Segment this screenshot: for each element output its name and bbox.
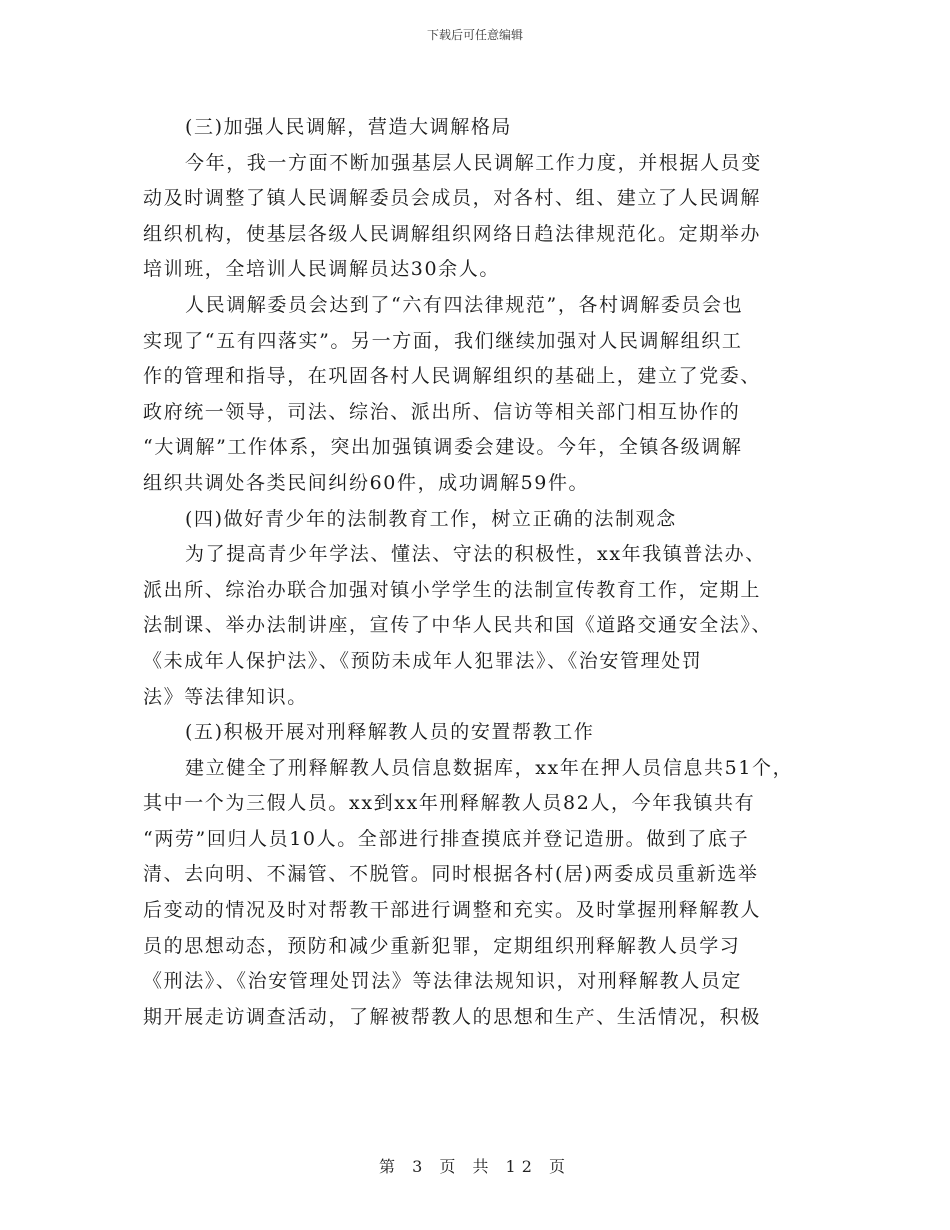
paragraph-line: 人民调解委员会达到了“六有四法律规范”，各村调解委员会也 [185, 293, 744, 316]
paragraph-line: 派出所、综治办联合加强对镇小学学生的法制宣传教育工作，定期上 [143, 578, 762, 601]
paragraph-line: 政府统一领导，司法、综治、派出所、信访等相关部门相互协作的 [143, 400, 741, 423]
paragraph-line: 作的管理和指导，在巩固各村人民调解组织的基础上，建立了党委、 [143, 365, 762, 388]
page-number-footer: 第 3 页 共 12 页 [379, 1157, 571, 1176]
paragraph-line: 期开展走访调查活动，了解被帮教人的思想和生产、生活情况，积极 [143, 1005, 762, 1028]
paragraph-line: 动及时调整了镇人民调解委员会成员，对各村、组、建立了人民调解 [143, 187, 762, 210]
paragraph-line: 后变动的情况及时对帮教干部进行调整和充实。及时掌握刑释解教人 [143, 899, 762, 922]
page-header: 下载后可任意编辑 [426, 28, 523, 42]
paragraph-line: 《刑法》、《治安管理处罚法》等法律法规知识，对刑释解教人员定 [143, 970, 743, 993]
paragraph-line: “大调解”工作体系，突出加强镇调委会建设。今年，全镇各级调解 [143, 436, 743, 459]
paragraph-line: 法制课、举办法制讲座，宣传了中华人民共和国《道路交通安全法》、 [143, 614, 773, 637]
section-heading-resettlement: (五)积极开展对刑释解教人员的安置帮教工作 [185, 721, 595, 744]
paragraph-line: 为了提高青少年学法、懂法、守法的积极性，xx年我镇普法办、 [185, 543, 766, 566]
paragraph-line: “两劳”回归人员10人。全部进行排查摸底并登记造册。做到了底子 [143, 827, 750, 850]
paragraph-line: 今年，我一方面不断加强基层人民调解工作力度，并根据人员变 [185, 151, 762, 174]
paragraph-line: 法》等法律知识。 [143, 685, 308, 708]
section-heading-youth-education: (四)做好青少年的法制教育工作，树立正确的法制观念 [185, 507, 677, 530]
paragraph-line: 《未成年人保护法》、《预防未成年人犯罪法》、《治安管理处罚 [143, 649, 703, 672]
paragraph-line: 清、去向明、不漏管、不脱管。同时根据各村(居)两委成员重新选举 [143, 863, 759, 886]
paragraph-line: 实现了“五有四落实”。另一方面，我们继续加强对人民调解组织工 [143, 329, 743, 352]
paragraph-line: 员的思想动态，预防和减少重新犯罪，定期组织刑释解教人员学习 [143, 934, 741, 957]
paragraph-line: 建立健全了刑释解教人员信息数据库，xx年在押人员信息共51个， [185, 756, 794, 779]
document-body [143, 110, 823, 1035]
paragraph-line: 组织机构，使基层各级人民调解组织网络日趋法律规范化。定期举办 [143, 222, 762, 245]
paragraph-line: 组织共调处各类民间纠纷60件，成功调解59件。 [143, 471, 590, 494]
section-heading-mediation: (三)加强人民调解，营造大调解格局 [185, 116, 513, 138]
paragraph-line: 培训班，全培训人民调解员达30余人。 [143, 258, 500, 281]
paragraph-line: 其中一个为三假人员。xx到xx年刑释解教人员82人，今年我镇共有 [143, 792, 756, 815]
